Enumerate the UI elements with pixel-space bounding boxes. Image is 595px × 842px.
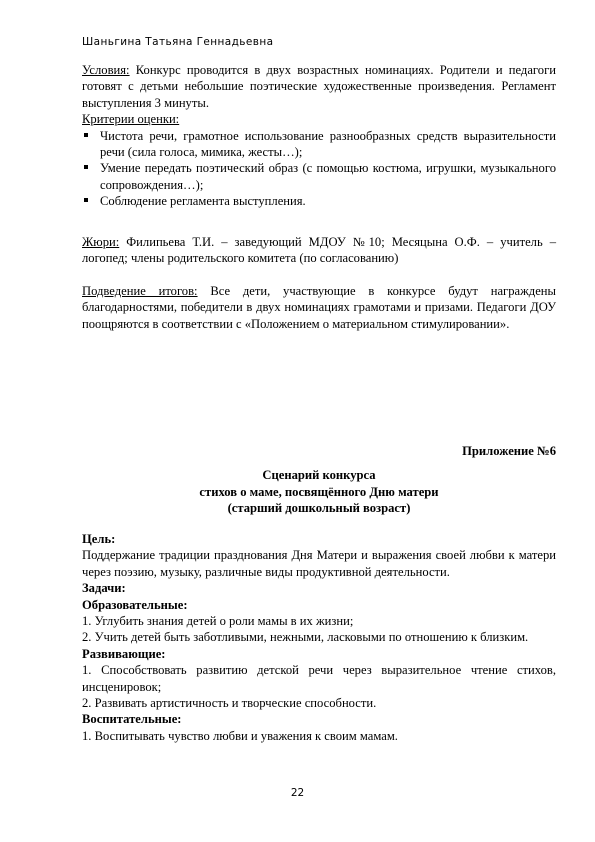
list-item [82, 128, 556, 161]
criteria-item-text: Соблюдение регламента выступления. [100, 194, 306, 209]
developmental-item: 2. Развивать артистичность и творческие способности. [82, 696, 377, 711]
goal-tasks-section [82, 531, 556, 744]
educational-label: Образовательные: [82, 597, 188, 612]
criteria-label: Критерии оценки: [82, 112, 180, 127]
running-header-author: Шаньгина Татьяна Геннадьевна [82, 36, 274, 48]
page-number: 22 [290, 787, 305, 799]
conditions-paragraph [82, 62, 556, 111]
bullet-square-icon [84, 133, 88, 137]
bullet-square-icon [84, 198, 88, 202]
criteria-list [82, 128, 556, 210]
appendix-title-line: (старший дошкольный возраст) [227, 501, 411, 516]
results-section [82, 283, 556, 332]
results-text: Все дети, участвующие в конкурсе будут награждены благодарностями, победители в двух номинациях грамотами и призами. Педагоги ДОУ поощряются в соответствии с «Положением о материальном стимулировании». [82, 284, 556, 331]
conditions-section [82, 62, 556, 210]
conditions-text: Конкурс проводится в двух возрастных номинациях. Родители и педагоги готовят с детьми небольшие поэтические художественные произведения. Регламент выступления 3 минуты. [82, 63, 556, 110]
criteria-item-text: Умение передать поэтический образ (с помощью костюма, игрушки, музыкального сопровождения…); [100, 161, 556, 192]
results-paragraph [82, 283, 556, 332]
upbringing-item: 1. Воспитывать чувство любви и уважения к своим мамам. [82, 728, 398, 743]
tasks-label: Задачи: [82, 581, 126, 596]
upbringing-label: Воспитательные: [82, 712, 182, 727]
jury-label: Жюри: [82, 235, 120, 249]
bullet-square-icon [84, 165, 88, 169]
appendix-heading [82, 443, 556, 517]
developmental-item: 1. Способствовать развитию детской речи через выразительное чтение стихов, инсценировок; [82, 663, 556, 694]
jury-section [82, 234, 556, 267]
criteria-item-text: Чистота речи, грамотное использование разнообразных средств выразительности речи (сила голоса, мимика, жесты…); [100, 128, 556, 160]
list-item [82, 160, 556, 193]
educational-item: 1. Углубить знания детей о роли мамы в их жизни; [82, 614, 354, 629]
jury-text: Филипьева Т.И. – заведующий МДОУ №10; Месяцына О.Ф. – учитель – логопед; члены родительского комитета (по согласованию) [82, 235, 556, 266]
developmental-label: Развивающие: [82, 646, 166, 661]
educational-item: 2. Учить детей быть заботливыми, нежными, ласковыми по отношению к близким. [82, 630, 529, 645]
goal-label: Цель: [82, 532, 116, 546]
jury-paragraph [82, 234, 556, 267]
results-label: Подведение итогов: [82, 284, 198, 298]
goal-text: Поддержание традиции празднования Дня Матери и выражения своей любви к матери через поэзию, музыку, различные виды продуктивной деятельности. [82, 548, 556, 579]
conditions-label: Условия: [82, 63, 130, 77]
appendix-number: Приложение №6 [462, 444, 556, 458]
appendix-title-line: Сценарий конкурса [262, 468, 376, 483]
appendix-title-line: стихов о маме, посвящённого Дню матери [199, 484, 439, 499]
list-item [82, 193, 556, 209]
